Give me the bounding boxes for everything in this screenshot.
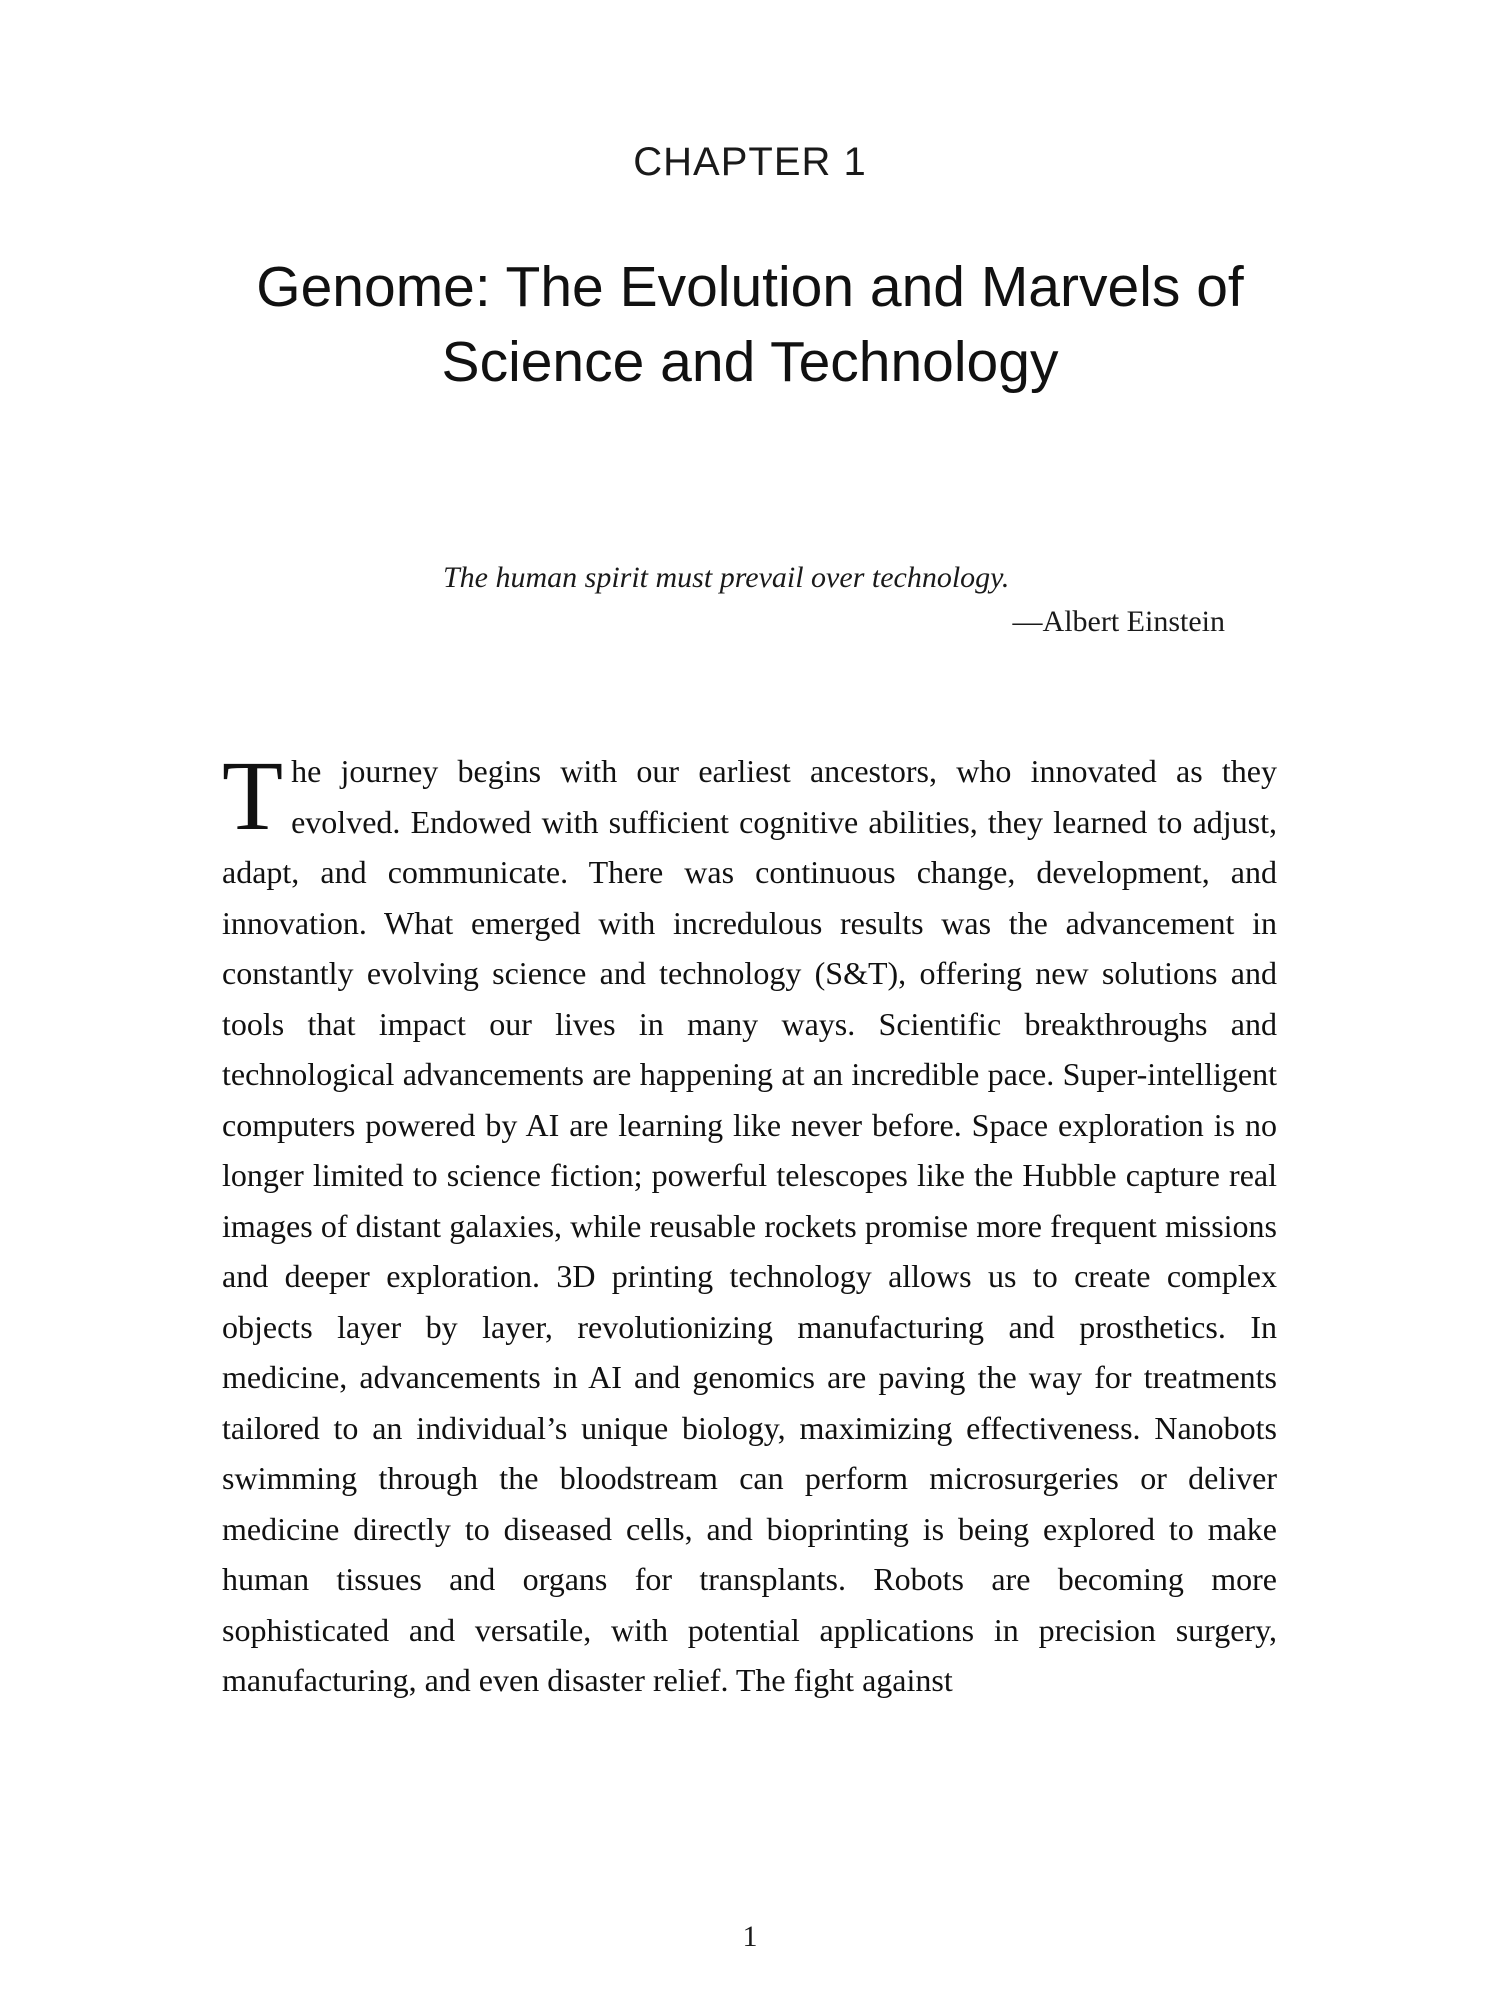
epigraph — [443, 556, 1233, 644]
drop-cap: T — [222, 740, 284, 851]
chapter-title-line-2: Science and Technology — [441, 330, 1059, 394]
epigraph-attribution: —Albert Einstein — [1012, 605, 1225, 638]
page-number: 1 — [742, 1920, 758, 1953]
chapter-label: CHAPTER 1 — [633, 140, 867, 184]
body-paragraph — [222, 740, 1277, 1706]
chapter-title-line-1: Genome: The Evolution and Marvels of — [256, 255, 1244, 319]
chapter-title — [0, 250, 1500, 400]
epigraph-quote: The human spirit must prevail over technology. — [443, 561, 1010, 594]
body-paragraph-text: he journey begins with our earliest ancestors, who innovated as they evolved. Endowed with sufficient cognitive abilities, they learned to adjust, adapt, and communicate. There was continuous change, development, and innovation. What emerged with incredulous results was the advancement in constantly evolving science and technology (S&T), offering new solutions and tools that impact our lives in many ways. Scientific breakthroughs and technological advancements are happening at an incredible pace. Super-intelligent computers powered by AI are learning like never before. Space exploration is no longer limited to science fiction; powerful telescopes like the Hubble capture real images of distant galaxies, while reusable rockets promise more frequent missions and deeper exploration. 3D printing technology allows us to create complex objects layer by layer, revolutionizing manufacturing and prosthetics. In medicine, advancements in AI and genomics are paving the way for treatments tailored to an individual’s unique biology, maximizing effectiveness. Nanobots swimming through the bloodstream can perform microsurgeries or deliver medicine directly to diseased cells, and bioprinting is being explored to make human tissues and organs for transplants. Robots are becoming more sophisticated and versatile, with potential applications in precision surgery, manufacturing, and even disaster relief. The fight against — [222, 753, 1277, 1698]
